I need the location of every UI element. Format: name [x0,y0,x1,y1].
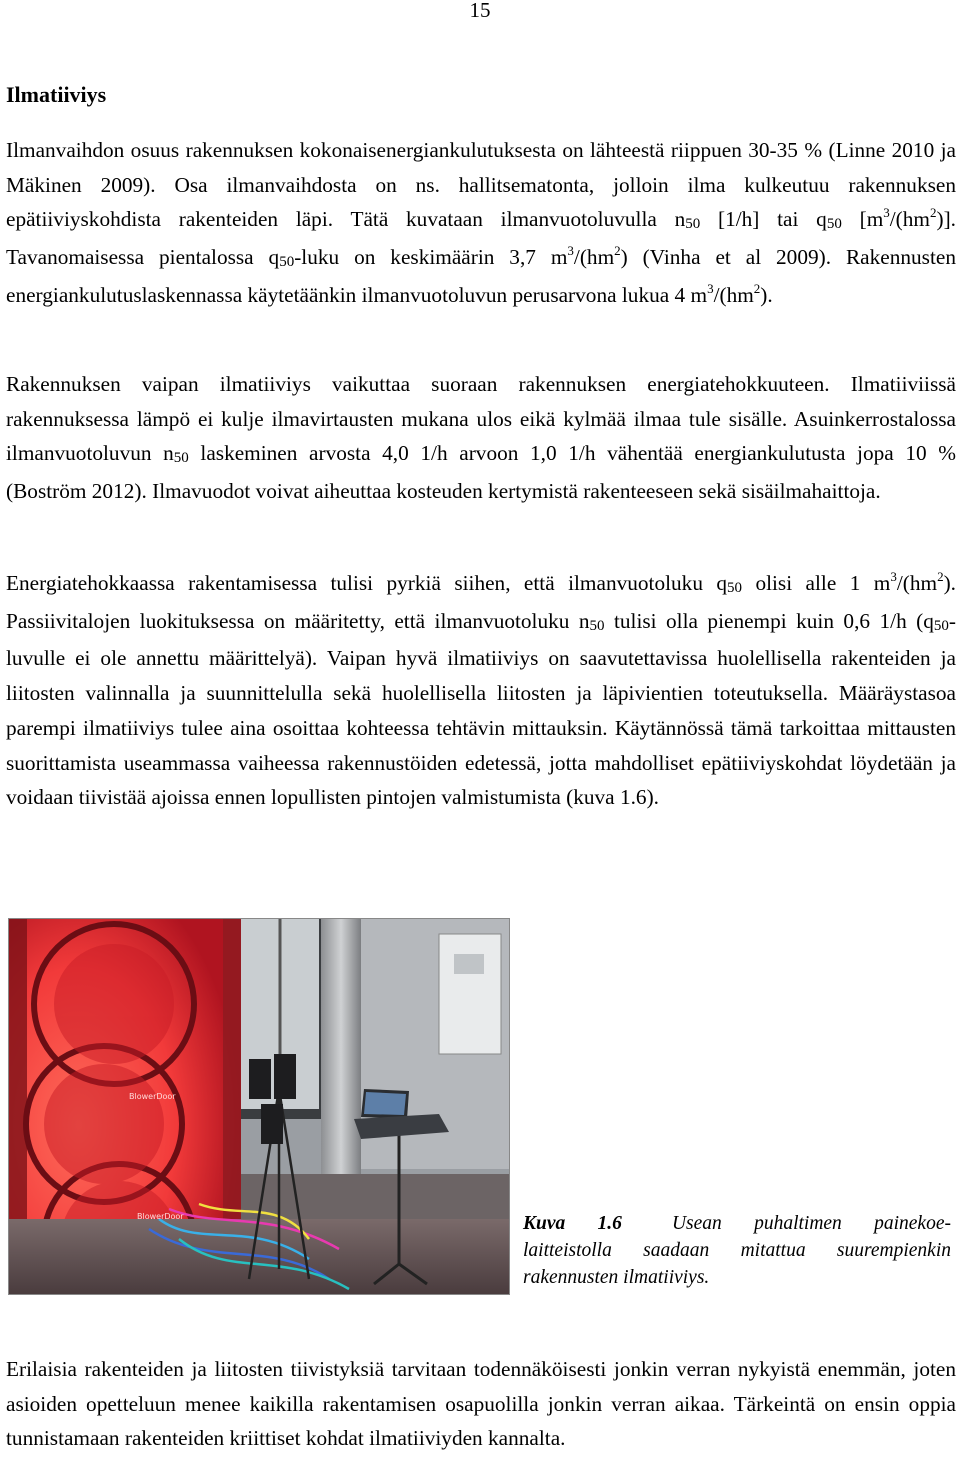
paragraph-3: Energiatehokkaassa rakentamisessa tulisi pyrkiä siihen, että ilmanvuotoluku q50 olisi alle 1 $m^3/(hm^2)$. Passiivitalojen luokituksessa on määritetty, että ilmanvuotoluku n50 tulisi olla pienempi kuin 0,6 1/h (q50-luvulle ei ole annettu määrittelyä). Vaipan hyvä ilmatiiviys on saavutettavissa huolellisella rakenteiden ja liitosten valinnalla ja suunnittelulla sekä huolellisella liitosten ja läpivientien toteutuksella. Määräystasoa parempi ilmatiiviys tulee aina osoittaa kohteessa tehtävin mittauksin. Käytännössä tämä tarkoittaa mittausten suorittamista useammassa vaiheessa rakennustöiden edetessä, jotta mahdolliset epätiiviyskohdat löydetään ja voidaan tiivistää ajoissa ennen lopullisten pintojen valmistumista (kuva 1.6). [6,569,957,810]
figure-caption-text: Usean puhaltimen painekoe-laitteistolla saadaan mitattua suurempienkin rakennusten ilmatiiviys. [523,1213,951,1288]
section-heading: Ilmatiiviys [6,82,107,107]
page-number: 15 [469,0,491,22]
paragraph-1: Ilmanvaihdon osuus rakennuksen kokonaisenergiankulutuksesta on lähteestä riippuen 30-35 % (Linne 2010 ja Mäkinen 2009). Osa ilmanvaihdosta on ns. hallitsematonta, jolloin ilma kulkeutuu rakennuksen epätiiviyskohdista rakenteiden läpi. Tätä kuvataan ilmanvuotoluvulla n50 [1/h] tai q50 $[m^3/(hm^2)]$. Tavanomaisessa pientalossa q50-luku on keskimäärin 3,7 $m^3/(hm^2)$ (Vinha et al 2009). Rakennusten energiankulutuslaskennassa käytetäänkin ilmanvuotoluvun perusarvona lukua 4 $m^3/(hm^2)$. [6,138,957,307]
paragraph-2: Rakennuksen vaipan ilmatiiviys vaikuttaa suoraan rakennuksen energiatehokkuuteen. Ilmatiiviissä rakennuksessa lämpö ei kulje ilmavirtausten mukana ulos eikä kylmää ilmaa tule sisälle. Asuinkerrostalossa ilmanvuotoluvun n50 laskeminen arvosta 4,0 1/h arvoon 1,0 1/h vähentää energiankulutusta jopa 10 % (Boström 2012). Ilmavuodot voivat aiheuttaa kosteuden kertymistä rakenteeseen sekä sisäilmahaittoja. [6,372,956,504]
fan-brand-label: BlowerDoor [137,1212,184,1221]
fan-brand-label: BlowerDoor [129,1092,176,1101]
paragraph-4: Erilaisia rakenteiden ja liitosten tiivistyksiä tarvitaan todennäköisesti jonkin verran nykyistä enemmän, joten asioiden opetteluun menee kaikilla rakentamisen osapuolilla jonkin verran aikaa. Tärkeintä on ensin oppia tunnistamaan rakenteiden kriittiset kohdat ilmatiiviyden kannalta. [6,1357,956,1451]
figure-caption [523,1210,951,1291]
figure-label: Kuva 1.6 [523,1213,622,1234]
blower-door-photo [8,918,510,1295]
